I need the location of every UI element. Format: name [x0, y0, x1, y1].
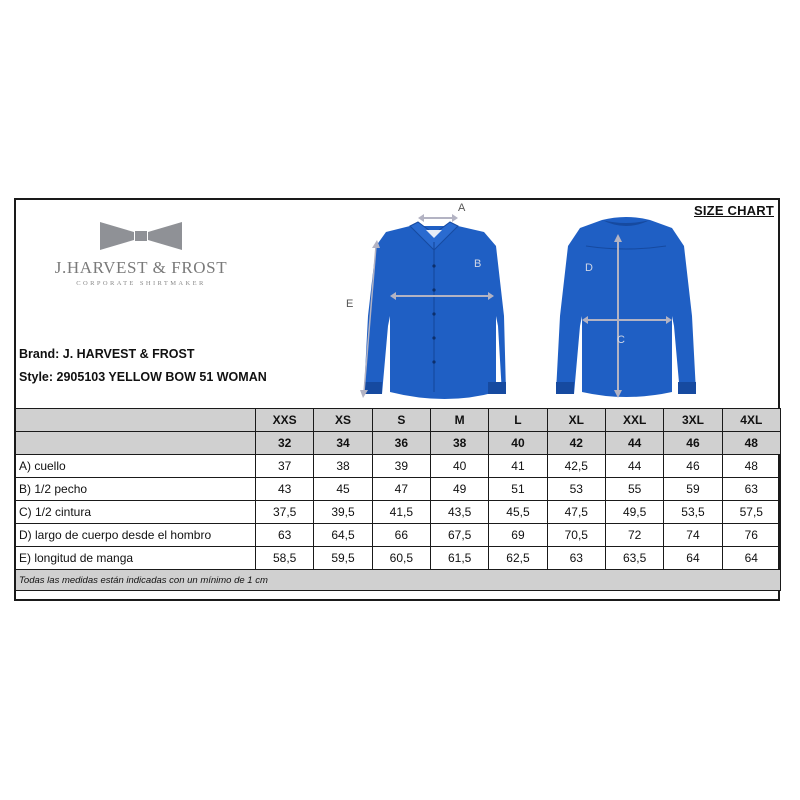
measure-value: 60,5 — [372, 547, 430, 570]
measure-value: 40 — [430, 455, 488, 478]
measure-value: 63 — [722, 478, 780, 501]
measure-value: 64 — [664, 547, 722, 570]
size-number: 36 — [372, 432, 430, 455]
measure-value: 46 — [664, 455, 722, 478]
size-number-row — [16, 432, 781, 455]
measure-value: 43,5 — [430, 501, 488, 524]
measure-value: 63,5 — [605, 547, 663, 570]
measure-value: 64,5 — [314, 524, 372, 547]
size-label: S — [372, 409, 430, 432]
size-label: 3XL — [664, 409, 722, 432]
measure-value: 48 — [722, 455, 780, 478]
measure-value: 55 — [605, 478, 663, 501]
measure-value: 57,5 — [722, 501, 780, 524]
measure-value: 63 — [256, 524, 314, 547]
size-label: XXL — [605, 409, 663, 432]
size-number: 44 — [605, 432, 663, 455]
size-label: XXS — [256, 409, 314, 432]
measure-value: 49,5 — [605, 501, 663, 524]
table-row — [16, 547, 781, 570]
measure-label: B) 1/2 pecho — [16, 478, 256, 501]
bow-tie-icon — [98, 218, 184, 254]
size-label: XL — [547, 409, 605, 432]
measure-value: 47 — [372, 478, 430, 501]
note-row — [16, 570, 781, 591]
size-number: 34 — [314, 432, 372, 455]
logo-tagline: CORPORATE SHIRTMAKER — [76, 280, 206, 287]
measurement-note: Todas las medidas están indicadas con un mínimo de 1 cm — [16, 570, 781, 591]
measure-value: 47,5 — [547, 501, 605, 524]
measure-label: C) 1/2 cintura — [16, 501, 256, 524]
size-label: XS — [314, 409, 372, 432]
size-number: 42 — [547, 432, 605, 455]
shirt-back-illustration — [546, 206, 696, 402]
measure-value: 37,5 — [256, 501, 314, 524]
measure-value: 53 — [547, 478, 605, 501]
measure-value: 39 — [372, 455, 430, 478]
measure-value: 74 — [664, 524, 722, 547]
size-number: 48 — [722, 432, 780, 455]
measure-value: 49 — [430, 478, 488, 501]
size-label: M — [430, 409, 488, 432]
brand-line: Brand: J. HARVEST & FROST — [19, 347, 195, 361]
measure-value: 59,5 — [314, 547, 372, 570]
measure-value: 38 — [314, 455, 372, 478]
measure-value: 76 — [722, 524, 780, 547]
dimension-label-e: E — [346, 298, 354, 310]
table-row — [16, 501, 781, 524]
measure-value: 41,5 — [372, 501, 430, 524]
table-row — [16, 478, 781, 501]
shirt-front-illustration — [346, 206, 506, 402]
measure-value: 63 — [547, 547, 605, 570]
header-blank — [16, 432, 256, 455]
dimension-label-c: C — [617, 334, 625, 346]
measure-value: 42,5 — [547, 455, 605, 478]
table-row — [16, 524, 781, 547]
measure-value: 45 — [314, 478, 372, 501]
measure-value: 70,5 — [547, 524, 605, 547]
style-line: Style: 2905103 YELLOW BOW 51 WOMAN — [19, 370, 267, 384]
dimension-label-d: D — [585, 262, 593, 274]
measure-value: 58,5 — [256, 547, 314, 570]
logo-wordmark: J.HARVEST & FROST — [54, 258, 228, 277]
measure-value: 53,5 — [664, 501, 722, 524]
measure-value: 59 — [664, 478, 722, 501]
size-chart-panel — [14, 198, 780, 601]
measure-label: D) largo de cuerpo desde el hombro — [16, 524, 256, 547]
header-blank — [16, 409, 256, 432]
measure-value: 61,5 — [430, 547, 488, 570]
size-label: L — [489, 409, 547, 432]
size-number: 32 — [256, 432, 314, 455]
dimension-label-b: B — [474, 258, 482, 270]
measure-value: 51 — [489, 478, 547, 501]
measure-value: 64 — [722, 547, 780, 570]
dimension-label-a: A — [458, 202, 466, 214]
measure-value: 45,5 — [489, 501, 547, 524]
measure-label: A) cuello — [16, 455, 256, 478]
measure-value: 41 — [489, 455, 547, 478]
size-chart-title: SIZE CHART — [694, 203, 774, 218]
measure-value: 67,5 — [430, 524, 488, 547]
size-number: 40 — [489, 432, 547, 455]
size-label: 4XL — [722, 409, 780, 432]
measure-value: 37 — [256, 455, 314, 478]
size-header-row — [16, 409, 781, 432]
size-number: 38 — [430, 432, 488, 455]
measure-value: 66 — [372, 524, 430, 547]
size-table — [15, 408, 781, 591]
size-number: 46 — [664, 432, 722, 455]
measure-value: 62,5 — [489, 547, 547, 570]
measure-label: E) longitud de manga — [16, 547, 256, 570]
brand-logo — [36, 216, 246, 296]
measure-value: 69 — [489, 524, 547, 547]
measure-value: 39,5 — [314, 501, 372, 524]
measure-value: 43 — [256, 478, 314, 501]
measure-value: 44 — [605, 455, 663, 478]
measure-value: 72 — [605, 524, 663, 547]
table-row — [16, 455, 781, 478]
